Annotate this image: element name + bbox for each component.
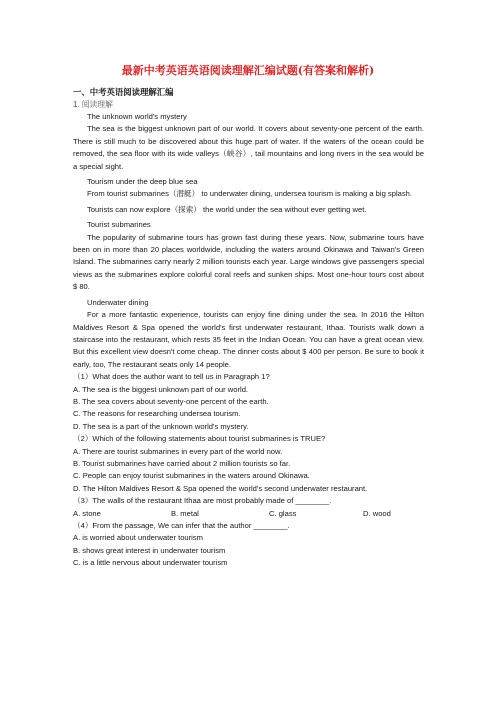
section-heading: 一、中考英语阅读理解汇编 [73,87,174,97]
answer-option: B. The sea covers about seventy-one percent of the earth. [73,396,269,406]
answer-option: C. People can enjoy tourist submarines in the waters around Okinawa. [73,471,310,481]
passage-paragraph: From tourist submarines（潜艇） to underwater dining, undersea tourism is making a big splash. [87,189,412,199]
passage-paragraph: The popularity of submarine tours has grown fast during these years. Now, submarine tours have been on in more than 20 places worldwide, including the waters around Okinawa and Taiwan's Green Island. The submarines carry nearly 2 million tourists each year. Large windows give passengers special views as the submarines explore colorful coral reefs and sunken ships. Most one-hour tours cost about $ 80. [73,232,424,292]
answer-option: D. The sea is a part of the unknown world's mystery. [73,421,249,431]
question-stem: （1）What does the author want to tell us in Paragraph 1? [73,372,270,382]
passage-paragraph: The sea is the biggest unknown part of our world. It covers about seventy-one percent of the earth. There is still much to be discovered about this huge part of water. If the waters of the ocean could be removed, the sea floor with its wide valleys（峡谷）, tail mountains and long rivers in the sea would be a special sight. [73,124,424,171]
answer-option: B. metal [171,508,199,518]
passage-heading: The unknown world's mystery [87,112,187,121]
answer-option: C. is a little nervous about underwater tourism [73,558,228,568]
answer-option: A. is worried about underwater tourism [73,533,203,543]
question-caption: 阅读理解 [81,100,113,109]
question-1 [73,371,424,433]
passage [73,111,424,371]
question-stem: （4）From the passage, We can infer that the author ________. [73,521,290,530]
question-number: 1. [73,100,80,109]
answer-option: A. stone [73,508,101,518]
answer-option: A. There are tourist submarines in every part of the world now. [73,446,283,456]
passage-heading: Tourist submarines [87,220,151,230]
question-2 [73,433,424,495]
answer-option-row [73,508,424,520]
question-stem: （2）Which of the following statements about tourist submarines is TRUE? [73,434,326,444]
answer-option: B. shows great interest in underwater tourism [73,545,226,555]
passage-paragraph: Tourists can now explore（探索） the world under the sea without ever getting wet. [87,204,367,214]
question-3 [73,495,424,520]
document-title: 最新中考英语英语阅读理解汇编试题(有答案和解析) [121,64,375,77]
document-body [73,87,424,570]
answer-option: A. The sea is the biggest unknown part of our world. [73,384,249,394]
question-header [73,99,424,111]
answer-option: D. The Hilton Maldives Resort & Spa opened the world's second underwater restaurant. [73,483,368,493]
passage-heading: Underwater dining [87,297,149,307]
question-stem: （3）The walls of the restaurant Ithaa are most probably made of ________. [73,496,332,506]
answer-option: C. glass [269,508,297,518]
answer-option: C. The reasons for researching undersea tourism. [73,409,241,419]
passage-heading: Tourism under the deep blue sea [87,177,198,187]
question-4 [73,520,424,570]
answer-option: D. wood [363,508,391,518]
passage-paragraph: For a more fantastic experience, tourists can enjoy fine dining under the sea. In 2016 the Hilton Maldives Resort & Spa opened the world's first underwater restaurant, Ithaa. Tourists walk down a staircase into the restaurant, which rests 35 feet in the Indian Ocean. You can have a great ocean view. But this excellent view doesn't come cheap. The dinner costs about $ 400 per person. Be sure to book it early, too, The restaurant seats only 14 people. [73,310,424,369]
answer-option: B. Tourist submarines have carried about 2 million tourists so far. [73,458,291,468]
